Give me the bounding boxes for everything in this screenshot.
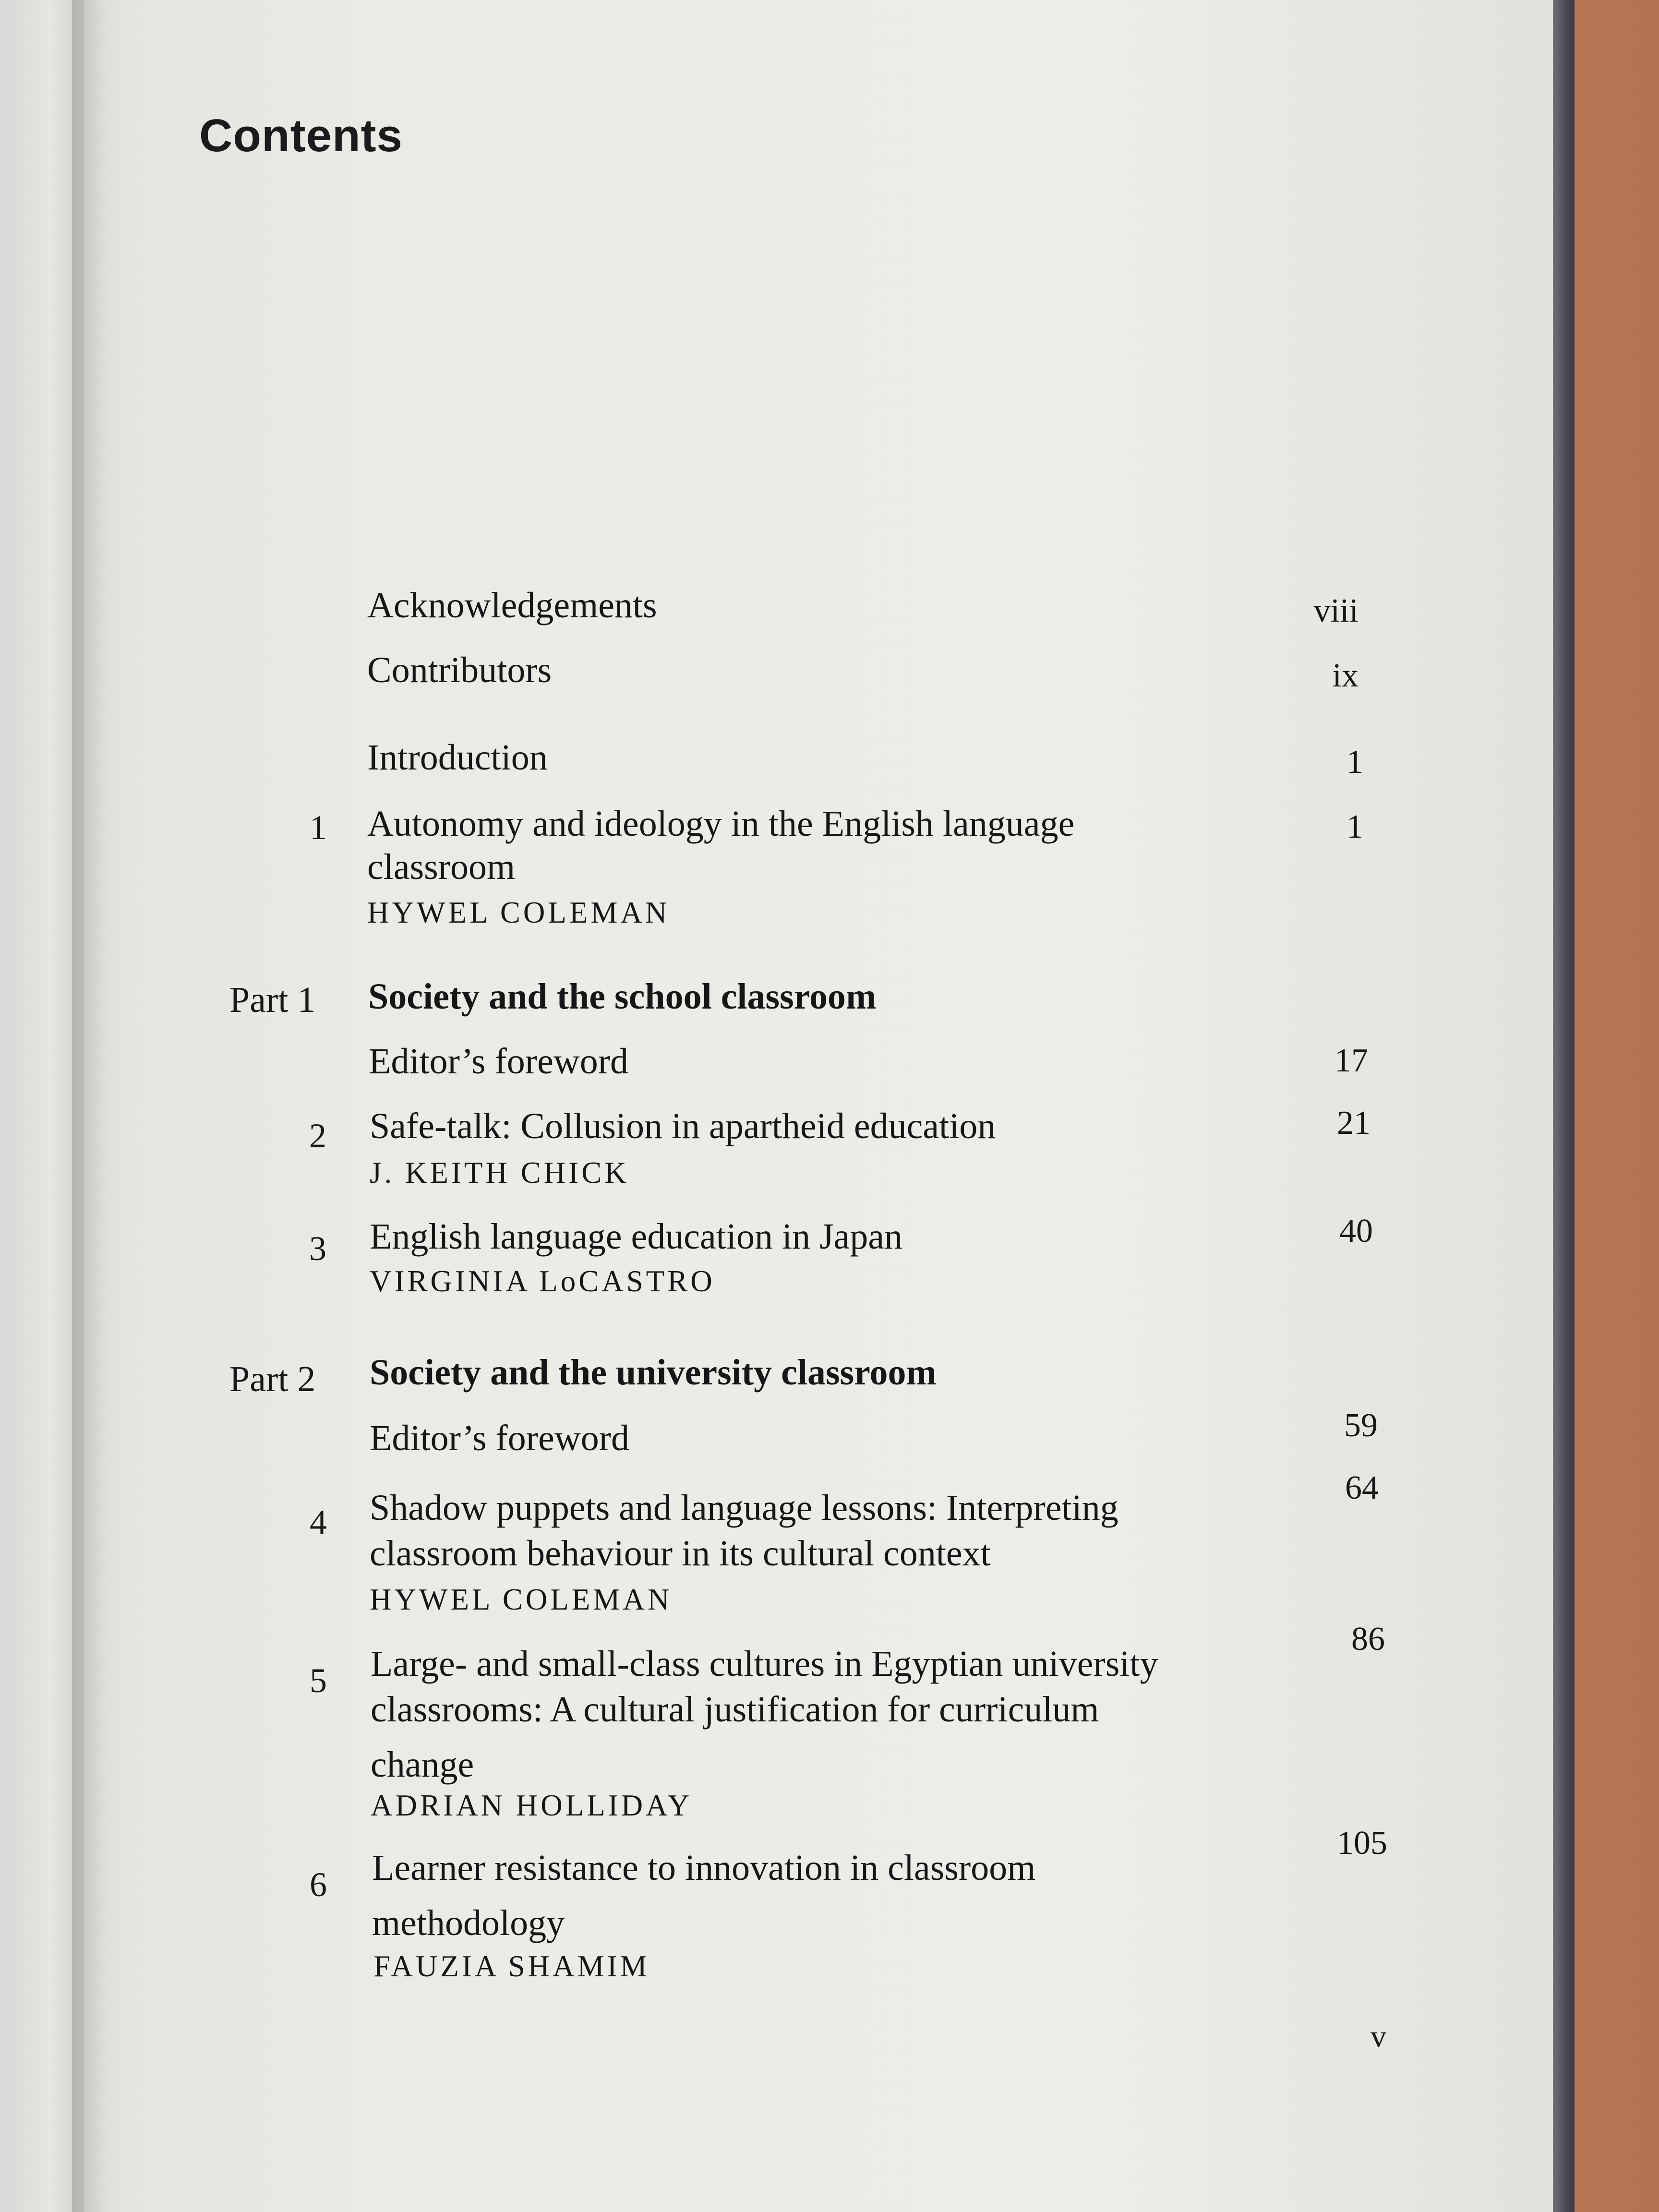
chapter-author: ADRIAN HOLLIDAY: [371, 1789, 693, 1822]
chapter-title-line: Learner resistance to innovation in classroom: [372, 1848, 1036, 1888]
chapter-number: 1: [310, 808, 327, 847]
chapter-title-line: Large- and small-class cultures in Egyptian university: [371, 1644, 1158, 1684]
part-title: Society and the school classroom: [368, 976, 877, 1017]
toc-entry-page: 64: [1345, 1469, 1379, 1506]
chapter-title-line: Autonomy and ideology in the English language: [367, 804, 1075, 844]
chapter-title-line: methodology: [372, 1903, 565, 1943]
chapter-number: 4: [310, 1503, 327, 1541]
chapter-title-line: English language education in Japan: [370, 1216, 903, 1257]
toc-entry-title: Editor’s foreword: [370, 1418, 630, 1458]
page-folio: v: [1370, 2019, 1386, 2054]
chapter-number: 3: [309, 1229, 326, 1268]
chapter-title-line: Safe-talk: Collusion in apartheid education: [370, 1106, 996, 1146]
chapter-author: FAUZIA SHAMIM: [373, 1949, 650, 1983]
chapter-number: 2: [309, 1117, 326, 1155]
toc-entry-page: 1: [1346, 744, 1363, 781]
chapter-title-line: classroom: [367, 847, 516, 887]
toc-entry-page: viii: [1313, 592, 1358, 629]
contents-heading: Contents: [199, 110, 403, 161]
toc-entry-title: Contributors: [367, 650, 552, 690]
chapter-title-line: change: [371, 1744, 474, 1785]
chapter-number: 5: [310, 1661, 327, 1700]
part-label: Part 2: [229, 1359, 316, 1399]
toc-entry-page: ix: [1332, 657, 1358, 694]
chapter-number: 6: [310, 1865, 327, 1904]
toc-entry-title: Acknowledgements: [367, 585, 657, 625]
toc-entry-page: 59: [1344, 1407, 1378, 1444]
part-title: Society and the university classroom: [370, 1352, 937, 1393]
toc-entry-title: Introduction: [367, 737, 548, 778]
toc-entry-page: 86: [1351, 1621, 1385, 1658]
toc-entry-title: Editor’s foreword: [369, 1041, 629, 1082]
part-label: Part 1: [229, 980, 316, 1020]
chapter-author: HYWEL COLEMAN: [370, 1583, 673, 1616]
chapter-author: HYWEL COLEMAN: [367, 896, 670, 929]
chapter-title-line: classroom behaviour in its cultural context: [370, 1533, 991, 1574]
toc-entry-page: 40: [1339, 1213, 1373, 1250]
chapter-title-line: classrooms: A cultural justification for curriculum: [371, 1689, 1099, 1730]
toc-entry-page: 17: [1334, 1042, 1368, 1079]
toc-entry-page: 1: [1346, 808, 1363, 845]
chapter-title-line: Shadow puppets and language lessons: Interpreting: [370, 1488, 1118, 1528]
toc-entry-page: 105: [1337, 1825, 1387, 1862]
chapter-author: VIRGINIA LoCASTRO: [370, 1264, 715, 1298]
chapter-author: J. KEITH CHICK: [370, 1156, 629, 1190]
toc-entry-page: 21: [1337, 1105, 1370, 1142]
